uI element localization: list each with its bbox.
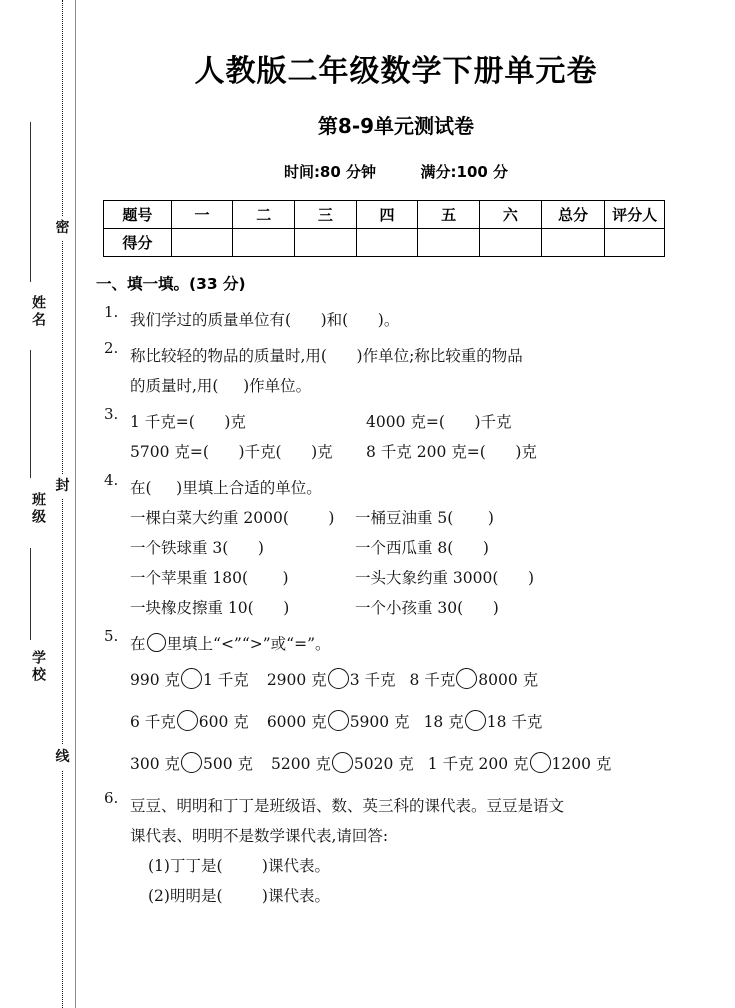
compare-right: 5900 克 bbox=[349, 712, 410, 731]
score-table bbox=[103, 200, 665, 257]
question-5-prompt bbox=[130, 629, 696, 659]
seal-dotted-line bbox=[62, 0, 63, 1008]
compare-right: 1 千克 bbox=[203, 670, 249, 689]
compare-right: 600 克 bbox=[198, 712, 249, 731]
score-table-header-3: 三 bbox=[295, 201, 357, 229]
circle-blank-icon[interactable] bbox=[328, 710, 349, 731]
question-4-row-3 bbox=[130, 563, 696, 593]
question-4-item-2-right: 一个西瓜重 8( ) bbox=[355, 538, 489, 557]
circle-blank-icon[interactable] bbox=[332, 752, 353, 773]
compare-item bbox=[130, 701, 249, 743]
compare-right: 1200 克 bbox=[551, 754, 612, 773]
question-4 bbox=[96, 470, 696, 623]
score-table-header-rater: 评分人 bbox=[605, 201, 665, 229]
seal-char-feng: 封 bbox=[54, 474, 71, 499]
question-6-line-2: 课代表、明明不是数学课代表,请回答: bbox=[130, 826, 389, 845]
seal-char-xian: 线 bbox=[54, 745, 71, 770]
score-cell-5[interactable] bbox=[418, 229, 480, 257]
question-4-item-2-left: 一个铁球重 3( ) bbox=[130, 538, 264, 557]
circle-blank-icon[interactable] bbox=[181, 752, 202, 773]
question-1-text: 我们学过的质量单位有( )和( )。 bbox=[130, 310, 400, 329]
score-table-header-2: 二 bbox=[233, 201, 295, 229]
score-cell-6[interactable] bbox=[480, 229, 542, 257]
circle-blank-icon[interactable] bbox=[177, 710, 198, 731]
question-5-prompt-prefix: 在 bbox=[130, 634, 146, 653]
question-3 bbox=[96, 404, 696, 467]
circle-blank-icon[interactable] bbox=[181, 668, 202, 689]
question-4-row-2 bbox=[130, 533, 696, 563]
score-cell-1[interactable] bbox=[171, 229, 233, 257]
question-4-row-4 bbox=[130, 593, 696, 623]
compare-right: 3 千克 bbox=[349, 670, 396, 689]
question-4-item-4-right: 一个小孩重 30( ) bbox=[355, 598, 499, 617]
score-table-header-1: 一 bbox=[171, 201, 233, 229]
question-4-item-4-left: 一块橡皮擦重 10( ) bbox=[130, 598, 290, 617]
compare-item bbox=[271, 743, 414, 785]
compare-right: 8000 克 bbox=[478, 670, 539, 689]
compare-left: 6000 克 bbox=[266, 712, 327, 731]
question-4-item-1-left: 一棵白菜大约重 2000( ) bbox=[130, 508, 335, 527]
question-4-prompt: 在( )里填上合适的单位。 bbox=[130, 478, 322, 497]
seal-vertical-rule bbox=[75, 0, 76, 1008]
compare-item bbox=[267, 701, 410, 743]
score-table-header-6: 六 bbox=[480, 201, 542, 229]
section-heading-fill-in: 一、填一填。(33 分) bbox=[96, 275, 246, 293]
compare-left: 2900 克 bbox=[266, 670, 327, 689]
score-table-header-4: 四 bbox=[356, 201, 418, 229]
question-content bbox=[96, 277, 696, 911]
compare-left: 8 千克 bbox=[409, 670, 456, 689]
compare-item bbox=[424, 701, 543, 743]
score-cell-2[interactable] bbox=[233, 229, 295, 257]
write-line-school bbox=[30, 548, 31, 640]
compare-item bbox=[267, 659, 396, 701]
question-6-number: 6. bbox=[104, 788, 119, 807]
score-table-header-total: 总分 bbox=[541, 201, 605, 229]
question-6-line-1: 豆豆、明明和丁丁是班级语、数、英三科的课代表。豆豆是语文 bbox=[130, 796, 565, 815]
seal-margin bbox=[0, 0, 80, 1008]
seal-char-mi: 密 bbox=[54, 216, 71, 241]
table-row bbox=[104, 201, 665, 229]
score-table-header-label: 题号 bbox=[104, 201, 172, 229]
question-3-item-2: 4000 克=( )千克 bbox=[366, 412, 512, 431]
question-5-number: 5. bbox=[104, 626, 119, 645]
compare-right: 5020 克 bbox=[353, 754, 414, 773]
score-table-header-5: 五 bbox=[418, 201, 480, 229]
compare-item bbox=[130, 659, 249, 701]
page-body bbox=[96, 0, 696, 1008]
score-cell-3[interactable] bbox=[295, 229, 357, 257]
question-6 bbox=[96, 788, 696, 911]
question-5-row-1 bbox=[130, 671, 538, 689]
time-limit-label: 时间:80 分钟 bbox=[283, 163, 377, 181]
question-4-item-3-right: 一头大象约重 3000( ) bbox=[355, 568, 535, 587]
question-2 bbox=[96, 338, 696, 401]
question-5-prompt-suffix: 里填上“<”“>”或“=”。 bbox=[166, 634, 331, 653]
question-2-line-2: 的质量时,用( )作单位。 bbox=[130, 376, 312, 395]
question-1-number: 1. bbox=[104, 302, 119, 321]
question-4-row-1 bbox=[130, 503, 696, 533]
score-cell-total[interactable] bbox=[541, 229, 605, 257]
compare-item bbox=[130, 743, 253, 785]
circle-blank-icon[interactable] bbox=[328, 668, 349, 689]
circle-blank-icon[interactable] bbox=[530, 752, 551, 773]
question-4-item-1-right: 一桶豆油重 5( ) bbox=[355, 508, 494, 527]
score-table-row-label: 得分 bbox=[104, 229, 172, 257]
question-3-item-3: 5700 克=( )千克( )克 bbox=[130, 442, 333, 461]
write-line-class bbox=[30, 350, 31, 478]
compare-left: 18 克 bbox=[423, 712, 464, 731]
compare-left: 5200 克 bbox=[271, 754, 331, 773]
question-3-number: 3. bbox=[104, 404, 119, 423]
paper-meta bbox=[96, 161, 696, 182]
question-6-sub-2: (2)明明是( )课代表。 bbox=[148, 886, 330, 905]
write-line-name bbox=[30, 122, 31, 282]
compare-left: 990 克 bbox=[130, 670, 181, 689]
circle-blank-icon[interactable] bbox=[465, 710, 486, 731]
question-4-item-3-left: 一个苹果重 180( ) bbox=[130, 568, 289, 587]
compare-right: 18 千克 bbox=[486, 712, 543, 731]
question-5-row-2 bbox=[130, 713, 542, 731]
info-label-school: 学校 bbox=[30, 650, 46, 684]
question-2-number: 2. bbox=[104, 338, 119, 357]
question-2-line-1: 称比较轻的物品的质量时,用( )作单位;称比较重的物品 bbox=[130, 346, 523, 365]
compare-left: 300 克 bbox=[130, 754, 181, 773]
circle-blank-icon[interactable] bbox=[147, 633, 166, 652]
question-3-item-1: 1 千克=( )克 bbox=[130, 412, 246, 431]
compare-right: 500 克 bbox=[203, 754, 254, 773]
score-cell-rater[interactable] bbox=[605, 229, 665, 257]
info-label-class: 班级 bbox=[30, 492, 46, 526]
compare-left: 6 千克 bbox=[130, 712, 176, 731]
info-label-name: 姓名 bbox=[30, 295, 46, 329]
question-5 bbox=[96, 626, 696, 785]
question-6-sub-1: (1)丁丁是( )课代表。 bbox=[148, 856, 330, 875]
compare-item bbox=[428, 743, 612, 785]
compare-item bbox=[409, 659, 538, 701]
question-1 bbox=[96, 302, 696, 335]
circle-blank-icon[interactable] bbox=[456, 668, 477, 689]
table-row bbox=[104, 229, 665, 257]
compare-left: 1 千克 200 克 bbox=[427, 754, 529, 773]
page-subtitle: 第8-9单元测试卷 bbox=[317, 114, 475, 138]
score-cell-4[interactable] bbox=[356, 229, 418, 257]
question-3-item-4: 8 千克 200 克=( )克 bbox=[366, 442, 537, 461]
question-4-number: 4. bbox=[104, 470, 119, 489]
full-score-label: 满分:100 分 bbox=[420, 163, 509, 181]
question-5-row-3 bbox=[130, 755, 611, 773]
page-title: 人教版二年级数学下册单元卷 bbox=[194, 54, 598, 89]
